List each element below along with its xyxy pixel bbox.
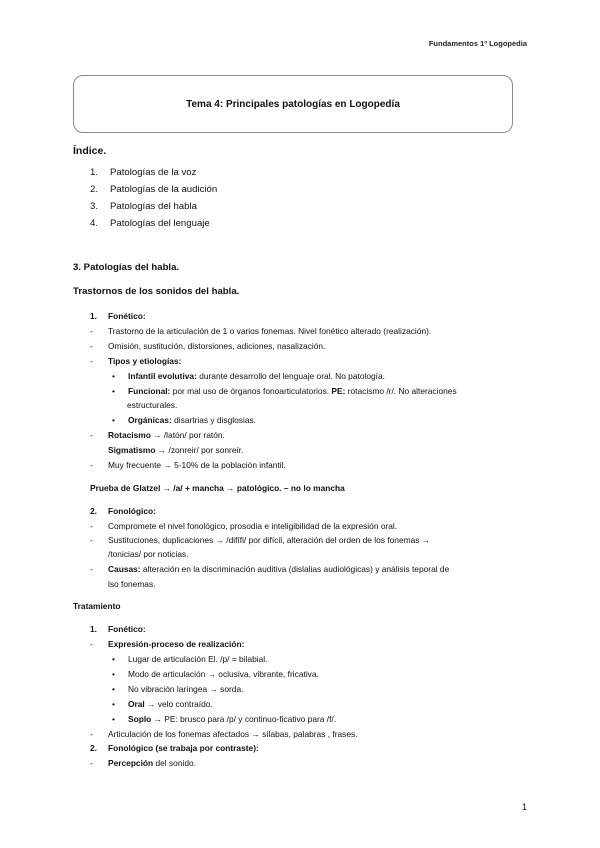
- toc-item: 4. Patologías del lenguaje: [90, 218, 210, 229]
- list-item: - Trastorno de la articulación de 1 o varios fonemas. Nivel fonético alterado (realización).: [90, 326, 432, 336]
- tratamiento-heading: Tratamiento: [73, 601, 121, 611]
- toc-item: 3. Patologías del habla: [90, 201, 197, 212]
- bullet-item: • Funcional: por mal uso de órganos fonoarticulatorios. PE: rotacismo /r/. No alteraciones: [112, 386, 457, 396]
- list-item: 1. Fonético:: [90, 311, 146, 321]
- bullet-item: • Lugar de articulación El. /p/ = bilabial.: [112, 654, 268, 664]
- list-item-continuation: Sigmatismo → /zonreir/ por sonreír.: [108, 445, 244, 455]
- list-item: - Articulación de los fonemas afectados → sílabas, palabras , frases.: [90, 729, 358, 739]
- bullet-item: • Oral → velo contraído.: [112, 699, 213, 709]
- list-item: - Tipos y etiologías:: [90, 356, 182, 366]
- bullet-item: • Orgánicas: disartrias y disglosias.: [112, 415, 257, 425]
- list-item: 1. Fonético:: [90, 624, 146, 634]
- list-item: - Percepción del sonido.: [90, 758, 196, 768]
- list-item: - Causas: alteración en la discriminación auditiva (dislalias audiológicas) y análisis teporal de: [90, 564, 450, 574]
- list-item: - Omisión, sustitución, distorsiones, adiciones, nasalización.: [90, 341, 326, 351]
- toc-item: 1. Patologías de la voz: [90, 167, 197, 178]
- list-item: - Compromete el nivel fonológico, prosodia e inteligibilidad de la expresión oral.: [90, 521, 398, 531]
- bullet-item: • Soplo → PE: brusco para /p/ y continuo-ficativo para /f/.: [112, 714, 337, 724]
- bullet-item: • Modo de articulación → oclusiva, vibrante, fricativa.: [112, 669, 319, 679]
- index-heading: Índice.: [73, 145, 107, 157]
- bullet-item: • No vibración laríngea → sorda.: [112, 684, 244, 694]
- document-title: Tema 4: Principales patologías en Logopedía: [186, 98, 400, 110]
- bullet-item: • Infantil evolutiva: durante desarrollo del lenguaje oral. No patología.: [112, 371, 385, 381]
- table-of-contents: [90, 167, 217, 235]
- page-number: 1: [521, 802, 527, 812]
- list-item: - Sustituciones, duplicaciones → /difífi/ por difícil, alteración del orden de los fonemas →: [90, 535, 431, 545]
- glatzel-note: Prueba de Glatzel → /a/ + mancha → patológico. – no lo mancha: [90, 483, 345, 493]
- subsection-heading: Trastornos de los sonidos del habla.: [73, 286, 240, 297]
- list-item: 2. Fonológico (se trabaja por contraste):: [90, 743, 259, 753]
- list-item-continuation: /tonicias/ por noticias.: [108, 549, 189, 559]
- toc-item: 2. Patologías de la audición: [90, 184, 218, 195]
- title-box: [73, 75, 513, 133]
- list-item: - Muy frecuente → 5-10% de la población infantil.: [90, 460, 286, 470]
- section-heading: 3. Patologías del habla.: [73, 262, 180, 273]
- list-item: - Rotacismo → /latón/ por ratón.: [90, 430, 225, 440]
- list-item: 2. Fonológico:: [90, 506, 156, 516]
- bullet-continuation: estructurales.: [127, 400, 178, 410]
- list-item-continuation: lso fonemas.: [108, 579, 156, 589]
- running-header: Fundamentos 1º Logopedia: [428, 39, 527, 48]
- list-item: - Expresión-proceso de realización:: [90, 639, 245, 649]
